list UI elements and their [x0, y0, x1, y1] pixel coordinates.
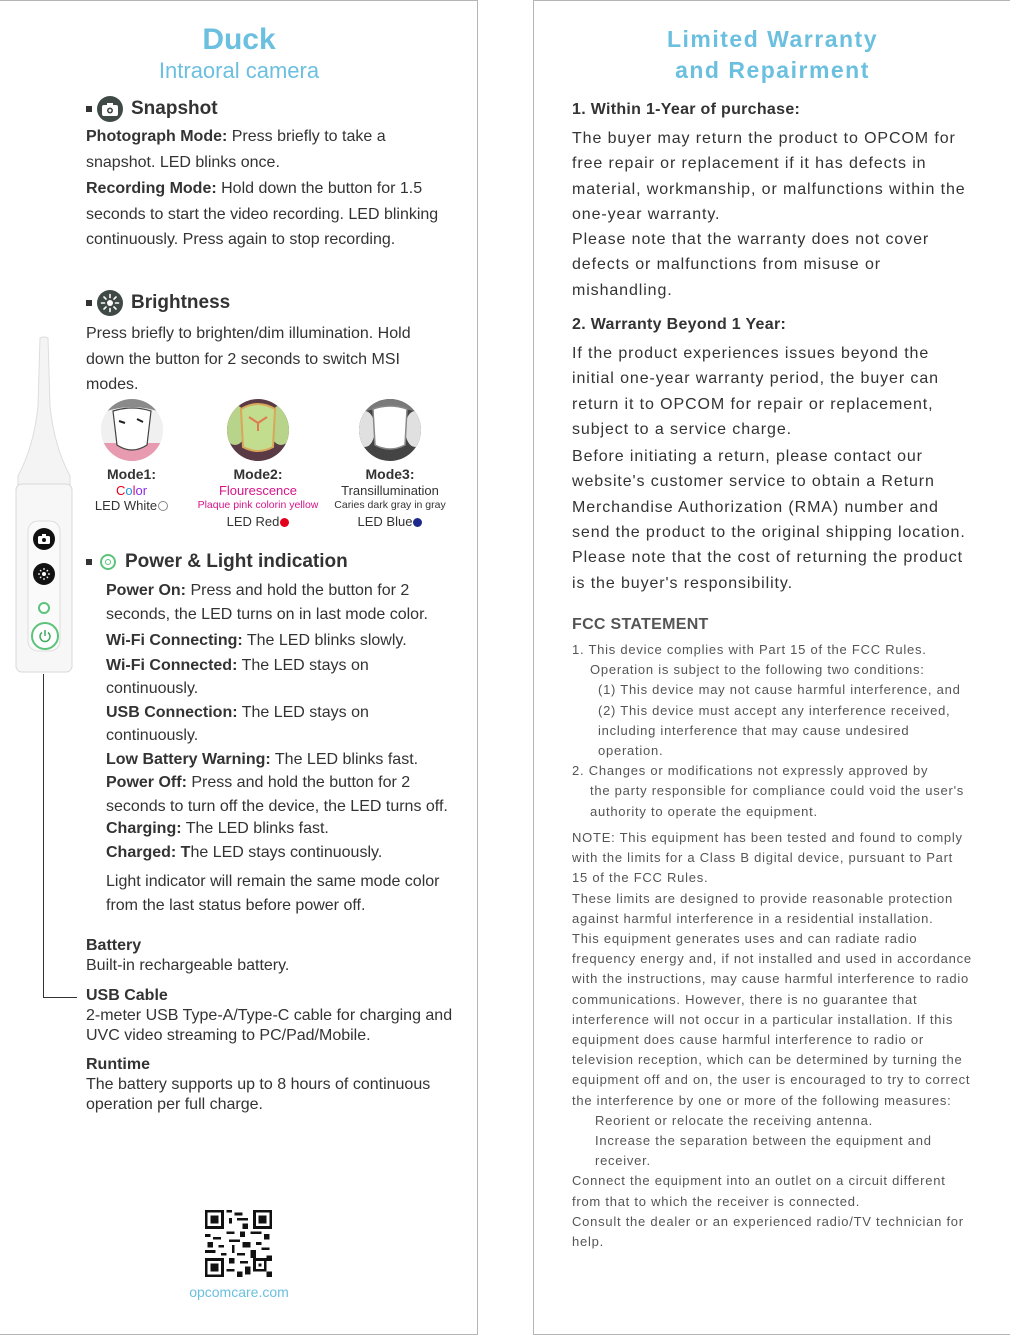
snapshot-heading: Snapshot [86, 96, 218, 122]
power-light-note: Light indicator will remain the same mode color from the last status before power off. [106, 873, 440, 914]
fcc-heading: FCC STATEMENT [572, 616, 709, 633]
battery-section [86, 936, 456, 976]
camera-icon [97, 96, 123, 122]
mode-3-note: Caries dark gray in gray [334, 499, 446, 511]
runtime-heading: Runtime [86, 1056, 150, 1073]
device-power-button-icon [31, 622, 59, 650]
mode-1-label: Mode1: [107, 466, 156, 482]
bullet [86, 106, 92, 112]
website-link[interactable]: opcomcare.com [189, 1284, 289, 1300]
list-item: USB Connection: The LED stays on continuously. [106, 703, 369, 744]
led-ring-icon [100, 554, 116, 570]
mode-2-name: Flourescence [218, 482, 298, 498]
device-illustration [14, 336, 74, 674]
list-item: Low Battery Warning: The LED blinks fast. [106, 750, 419, 768]
cable-line-horizontal [43, 997, 77, 998]
mode-3-led: LED Blue [328, 514, 452, 530]
brightness-icon [97, 290, 123, 316]
tooth-color-mode-image [101, 399, 163, 461]
list-item: Power Off: Press and hold the button for 2 seconds to turn off the device, the LED turns off. [106, 774, 448, 815]
product-title: Duck [202, 23, 276, 56]
list-item: Wi-Fi Connected: The LED stays on continuously. [106, 656, 369, 697]
tooth-transillumination-mode-image [359, 399, 421, 461]
measure-item: Increase the separation between the equipment and receiver. [595, 1133, 932, 1169]
bullet [86, 300, 92, 306]
mode-1-name: Color [115, 482, 148, 498]
product-info-panel [0, 0, 478, 1335]
tooth-fluorescence-mode-image [227, 399, 289, 461]
qr-code[interactable] [205, 1210, 272, 1277]
mode-2-note: Plaque pink colorin yellow [197, 499, 319, 511]
list-item: Power On: Press and hold the button for 2 seconds, the LED turns on in last mode color. [106, 582, 428, 623]
warranty-section-1-text: The buyer may return the product to OPCOM for free repair or replacement if it has defects in material, workmanship, or malfunctions within the one-year warranty. Please note that the warranty does not cover defects or malfunctions from misuse or mishandling. [572, 130, 966, 299]
mode-1-led: LED White [84, 498, 179, 514]
mode-1 [84, 399, 179, 514]
usb-cable-text: 2-meter USB Type-A/Type-C cable for charging and UVC video streaming to PC/Pad/Mobile. [86, 1007, 453, 1044]
runtime-text: The battery supports up to 8 hours of continuous operation per full charge. [86, 1076, 431, 1113]
fcc-note: NOTE: This equipment has been tested and found to comply with the limits for a Class B digital device, pursuant to Part 15 of the FCC Rules. These limits are designed to provide reasonable protection against harmful interference in a residential installation. This equipment generates uses and can radiate radio frequency energy and, if not installed and used in accordance with the instructions, may cause harmful interference to radio communications. However, there is no guarantee that interference will not occur in a particular installation. If this equipment does cause harmful interference to radio or television reception, which can be determined by turning the equipment off and on, the user is encouraged to try to correct the interference by one or more of the following measures: Reorient or relocate the receiving antenna. Increase the separation between the equipment and receiver. Connect the equipment into an outlet on a circuit different from that to which the receiver is connected. Consult the dealer or an experienced radio/TV technician for help. [572, 830, 972, 1250]
usb-cable-section [86, 986, 456, 1046]
warranty-section-2-text: If the product experiences issues beyond the initial one-year warranty period, the buyer can return it to OPCOM for repair or replacement, subject to a service charge. Before initiating a return, please contact our website's customer service to obtain a Return Merchandise Authorization (RMA) number and send the product to the original shipping location. Please note that the cost of returning the product is the buyer's responsibility. [572, 345, 966, 592]
list-item: Charged: The LED stays continuously. [106, 843, 383, 861]
warranty-section-1-heading: 1. Within 1-Year of purchase: [572, 101, 801, 118]
led-blue-dot [413, 518, 422, 527]
photograph-mode-text: Photograph Mode: Press briefly to take a snapshot. LED blinks once. [86, 128, 386, 171]
brightness-heading: Brightness [86, 290, 230, 316]
mode-2 [190, 399, 326, 529]
warranty-panel [533, 0, 1010, 1335]
brightness-text: Press briefly to brighten/dim illumination. Hold down the button for 2 seconds to switch MSI modes. [86, 325, 411, 393]
mode-3-label: Mode3: [365, 466, 415, 482]
recording-mode-text: Recording Mode: Hold down the button for 1.5 seconds to start the video recording. LED blinking continuously. Press again to stop recording. [86, 180, 439, 248]
fcc-statement: 1. This device complies with Part 15 of the FCC Rules. Operation is subject to the following two conditions: (1) This device may not cause harmful interference, and (2) This device must accept any interference received, including interference that may cause undesired operation. 2. Changes or modifications not expressly approved by the party responsible for compliance could void the user's authority to operate the equipment. [572, 642, 965, 819]
mode-3 [328, 399, 452, 529]
battery-text: Built-in rechargeable battery. [86, 957, 290, 974]
measure-item: Reorient or relocate the receiving antenna. [595, 1112, 873, 1128]
battery-heading: Battery [86, 937, 142, 954]
mode-2-led: LED Red [190, 514, 326, 530]
power-light-heading: Power & Light indication [86, 551, 348, 573]
led-red-dot [280, 518, 289, 527]
mode-3-name: Transillumination [341, 482, 439, 498]
device-brightness-button-icon [33, 563, 55, 585]
product-subtitle: Intraoral camera [158, 58, 320, 83]
list-item: Wi-Fi Connecting: The LED blinks slowly. [106, 632, 407, 649]
runtime-section [86, 1055, 456, 1115]
list-item: Charging: The LED blinks fast. [106, 820, 329, 837]
power-light-list [106, 579, 456, 917]
usb-cable-heading: USB Cable [86, 987, 168, 1004]
device-led-indicator-icon [38, 602, 50, 614]
warranty-section-2-heading: 2. Warranty Beyond 1 Year: [572, 316, 787, 333]
cable-line [43, 674, 44, 997]
led-white-dot [158, 501, 168, 511]
warranty-title: Limited Warranty and Repairment [666, 26, 878, 83]
bullet [86, 559, 92, 565]
device-camera-button-icon [33, 528, 55, 550]
mode-2-label: Mode2: [233, 466, 283, 482]
